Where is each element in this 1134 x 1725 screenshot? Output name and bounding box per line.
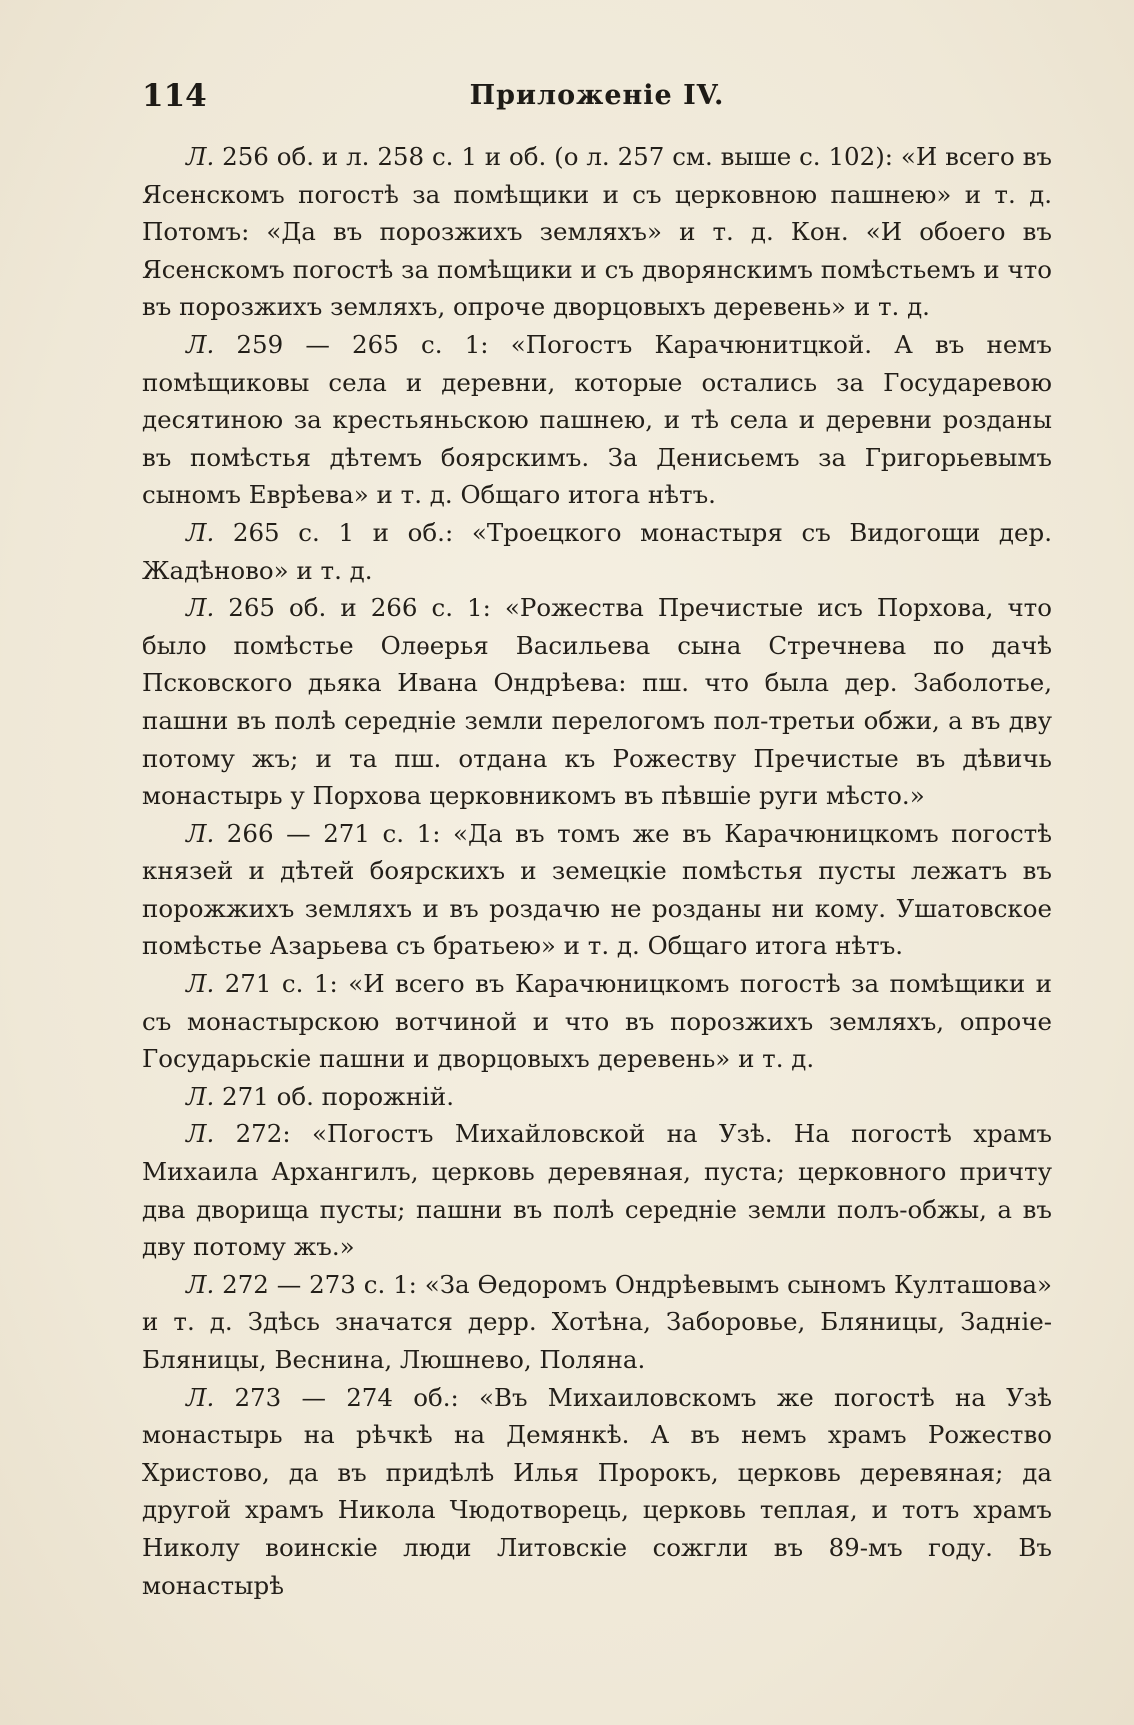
page-number: 114 [142,78,207,114]
body-text [142,138,1052,1604]
paragraph [142,326,1052,514]
leaf-marker: Л. [186,593,215,623]
paragraph [142,1115,1052,1265]
paragraph [142,514,1052,589]
leaf-marker: Л. [186,969,215,999]
paragraph-text: 266 — 271 с. 1: «Да въ томъ же въ Карачюницкомъ погостѣ князей и дѣтей боярскихъ и земецкіе помѣстья пусты лежатъ въ порожжихъ земляхъ и въ роздачю не розданы ни кому. Ушатовское помѣстье Азарьева съ братьею» и т. д. Общаго итога нѣтъ. [142,818,1052,961]
paragraph-text: 273 — 274 об.: «Въ Михаиловскомъ же погостѣ на Узѣ монастырь на рѣчкѣ на Демянкѣ. А въ немъ храмъ Рожество Христово, да въ придѣлѣ Илья Пророкъ, церковь деревяная; да другой храмъ Никола Чюдотворець, церковь теплая, и тотъ храмъ Николу воинскіе люди Литовскіе сожгли въ 89-мъ году. Въ монастырѣ [142,1382,1052,1600]
paragraph-text: 272: «Погостъ Михайловской на Узѣ. На погостѣ храмъ Михаила Архангилъ, церковь деревяная, пуста; церковного причту два дворища пусты; пашни въ полѣ середніе земли полъ-обжы, а въ дву потому жъ.» [142,1119,1052,1262]
leaf-marker: Л. [186,818,215,848]
leaf-marker: Л. [186,329,215,359]
paragraph-text: 265 с. 1 и об.: «Троецкого монастыря съ Видогощи дер. Жадѣново» и т. д. [142,517,1052,585]
leaf-marker: Л. [186,1269,215,1299]
paragraph-text: 271 об. порожній. [214,1081,454,1111]
leaf-marker: Л. [186,1119,215,1149]
running-title: Приложеніе IV. [469,80,725,111]
paragraph [142,965,1052,1078]
paragraph-text: 272 — 273 с. 1: «За Ѳедоромъ Ондрѣевымъ сыномъ Култашова» и т. д. Здѣсь значатся дерр. Хотѣна, Заборовье, Бляницы, Задніе-Бляницы, Веснина, Люшнево, Поляна. [142,1269,1052,1374]
leaf-marker: Л. [186,1081,215,1111]
paragraph [142,1379,1052,1605]
paragraph-text: 271 с. 1: «И всего въ Карачюницкомъ погостѣ за помѣщики и съ монастырскою вотчиной и что въ порозжихъ земляхъ, опроче Государьскіе пашни и дворцовыхъ деревень» и т. д. [142,969,1052,1074]
paragraph [142,138,1052,326]
paragraph [142,1078,1052,1116]
leaf-marker: Л. [186,1382,215,1412]
paragraph-text: 259 — 265 с. 1: «Погостъ Карачюнитцкой. А въ немъ помѣщиковы села и деревни, которые остались за Государевою десятиною за крестьяньскою пашнею, и тѣ села и деревни розданы въ помѣстья дѣтемъ боярскимъ. За Денисьемъ за Григорьевымъ сыномъ Еврѣева» и т. д. Общаго итога нѣтъ. [142,329,1052,510]
paragraph [142,815,1052,965]
paragraph [142,1266,1052,1379]
paragraph-text: 265 об. и 266 с. 1: «Рожества Пречистые исъ Порхова, что было помѣстье Олѳерья Васильева сына Стречнева по дачѣ Псковского дьяка Ивана Ондрѣева: пш. что была дер. Заболотье, пашни въ полѣ середніе земли перелогомъ пол-третьи обжи, а въ дву потому жъ; и та пш. отдана къ Рожеству Пречистые въ дѣвичь монастырь у Порхова церковникомъ въ пѣвшіе руги мѣсто.» [142,593,1052,811]
paragraph-text: 256 об. и л. 258 с. 1 и об. (о л. 257 см. выше с. 102): «И всего въ Ясенскомъ погостѣ за помѣщики и съ церковною пашнею» и т. д. Потомъ: «Да въ порозжихъ земляхъ» и т. д. Кон. «И обоего въ Ясенскомъ погостѣ за помѣщики и съ дворянскимъ помѣстьемъ и что въ порозжихъ земляхъ, опроче дворцовыхъ деревень» и т. д. [142,142,1052,322]
paragraph [142,589,1052,815]
leaf-marker: Л. [186,517,215,547]
leaf-marker: Л. [186,142,215,171]
page-header [142,78,1052,122]
